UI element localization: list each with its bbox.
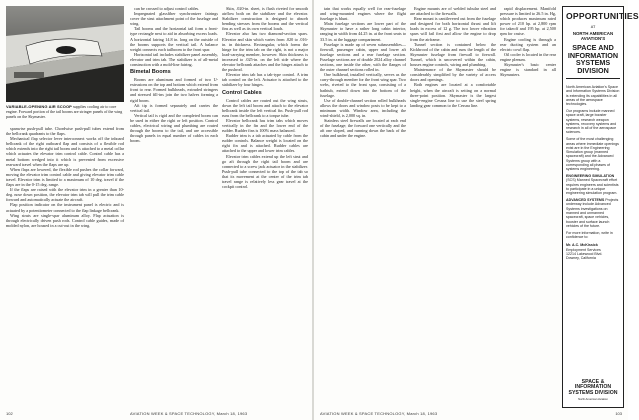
ad-divider	[566, 78, 620, 79]
paragraph: can be crossed to adjust control cables.	[134, 6, 200, 11]
ad-paragraph-advanced	[566, 198, 620, 228]
page-number: 102	[6, 411, 13, 416]
paragraph: Vertical tail is rigid and the completed boom can be used in either the right or left position. Control cables, electrical wiring and plumbing are routed through the booms to the tail, and are accessible through panels in equal number of cables in each boom.	[130, 112, 218, 144]
running-footer: AVIATION WEEK & SPACE TECHNOLOGY, March 18, 1963	[320, 411, 438, 416]
left-column-1	[6, 126, 124, 402]
paragraph: Tail booms and the horizontal tail form a front-type rectangle next to aid in absorbing excess loads. A horizontal fairing 14.8 in. long on the outside of the booms supports the vertical tail. A balance weight connects each tailboom to the front spar.	[130, 26, 218, 52]
paragraph: One bulkhead, installed vertically, serves as the carry-through member for the front wing spar. Two webs, riveted to the front spar, consisting of a bathtub, extend down into the bottom of the fuselage.	[320, 72, 406, 98]
brand-name: SPACE & INFORMATION SYSTEMS DIVISION	[568, 378, 618, 396]
paragraph: Elevator bellcrank has trim tabs which moves vertically in the fin and the lower end of the rudder. Rudder fins is 100% mass balanced.	[222, 117, 308, 134]
paragraph: Stainless steel firewalls are located at each end of the fuselage; the forward one vertically and the aft one sloped, and running down the back of the cabin and under the engine.	[320, 118, 406, 139]
right-column-2	[410, 6, 496, 402]
paragraph: rapid displacement. Manifold pressure is limited to 26.5 in. Hg, which produces maximum rated power of 210 hp. at 2,800 rpm for takeoff and 195 hp. at 2,500 rpm for cruise.	[500, 6, 556, 37]
left-column-2	[130, 6, 218, 402]
caption-text: supplies cooling air to core engine. Forward portion of the tail booms are stringer panels of the wing panels on the Skymaster.	[6, 104, 123, 119]
contact-line: Employment Services	[566, 247, 601, 252]
ad-lead: ENGINEERING SIMULATION	[566, 174, 615, 179]
section-heading: Control Cables	[222, 89, 262, 96]
aircraft-photo	[6, 6, 124, 102]
ad-at-line: AT	[590, 25, 596, 29]
contact-name: Mr. A.C. McKissick	[566, 243, 598, 248]
left-column-3	[222, 6, 308, 402]
paragraph: Wing struts are single-spar aluminum alloy. Flap actuation is through electrically driven push rods. Control cable guides, made of molded nylon, are housed in a cut-out in the wing.	[6, 212, 124, 228]
paragraph: Tunnel section is contained below the Kickbrood of the cabin and runs the length of the Skymaster fuselage from firewall to firewall. Tunnel, which is uncovered within the cabin, houses engine controls, wiring and plumbing.	[410, 41, 496, 68]
ad-brand	[566, 380, 620, 403]
ad-company: NORTH AMERICAN AVIATION'S	[572, 31, 614, 41]
page-number: 103	[615, 411, 622, 416]
section-heading: Bimetal Booms	[130, 69, 171, 76]
ad-text: (SCS) Manned Spacecraft effort requires engineers and scientists to participate in a unique engineering simulation program.	[566, 178, 619, 196]
paragraph: Use of double-channel section rolled bulkheads allows the doors and window posts to be kept to a minimum width. Window area, including the wind-shield, is 2,000 sq. in.	[320, 97, 406, 118]
ad-paragraph: Our programs include manned space craft, large booster systems, research weapon systems, recovery systems and research in all of the aerospace sciences.	[566, 108, 617, 135]
right-page	[314, 0, 639, 420]
photo-caption	[6, 104, 124, 119]
paragraph: Flap position indicator on the instrument panel is electric and is actuated by a potentiometer connected to the flap linkage bellcrank.	[6, 202, 124, 213]
ad-paragraph-simulation	[566, 174, 620, 195]
paragraph: Rear mount is cantilevered out from the fuselage and designed for both horizontal thrust and lift loads in excess of 12 g. The two lower vibration spars will fail first and allow the engine to drop from the airframe.	[410, 16, 496, 42]
ad-division: SPACE AND INFORMATION SYSTEMS DIVISION	[567, 43, 619, 75]
paragraph: Impregnated glassfiber synchronizer fairings cover the strut attachment point of the fuselage and wing.	[130, 11, 218, 27]
aircraft-photo-image	[6, 6, 124, 102]
recruitment-ad	[562, 6, 639, 408]
brand-sub: North American Aviation	[578, 397, 608, 402]
contact-line: Downey, California	[566, 256, 596, 261]
paragraph: Fuselage is made up of seven subassemblies—firewall, passenger cabin, upper and lower aft fuselage sections and a rear fuselage section. Fuselage sections are of double 2024 alloy channel sections, one inside the other, with the flanges of the outer channel sections rolled in.	[320, 41, 406, 73]
paragraph: Elevator trim cables extend up the left strut and go aft through the right tail boom and are connected to a screw jack actuator in the stabilizer. Push-pull tube connected to the top of the tab so that its movement at the center of the trim tab travel range is relatively less gear travel at the cockpit control.	[222, 153, 308, 190]
ad-headline: OPPORTUNITIES	[566, 11, 639, 21]
paragraph: When flaps are lowered, the flexible rod pushes the collar forward, moving the elevator trim control cable and giving elevator trim cable travel. Elevator trim is limited to a maximum of 10 deg. travel if the flaps are in the 0-15 deg. range.	[6, 166, 124, 188]
right-column-3	[500, 6, 556, 402]
left-page	[0, 0, 312, 420]
paragraph: Skin, .020-in. sheet, is flush riveted for smooth airflow both on the stabilizer and the elevator. Stabilizer construction is designed to absorb bending stresses from the booms and the vertical fins as well as its own vertical loads.	[222, 6, 308, 32]
ad-paragraph: For more information, write in confidence to:	[566, 230, 613, 239]
ad-lead: ADVANCED SYSTEMS	[566, 198, 605, 203]
paragraph: Rudder trim is a tab actuated by cable from the rudder controls. Balance weight is located on the right fin and is attached. Rudder cables are attached to the upper and lower trim cables.	[222, 133, 308, 154]
contact-line: 12214 Lakewood Blvd.	[566, 251, 603, 256]
paragraph: tain that works equally well for rear-fuselage and wing-mounted engines where the flight fuselage is blunt.	[320, 6, 406, 22]
paragraph: Control cables are routed out the wing struts, down the left tail boom and attach to the elevator bellcrank inside the left vertical fin. Push-pull rod runs from the bellcrank to a torque tube.	[222, 97, 308, 118]
paragraph: If the flaps are raised with the elevator trim in a greater than 10-deg. nose down position, the elevator trim tab will pull the trim cable forward and automatically actuate the aircraft.	[6, 187, 124, 203]
paragraph: Main fuselage sections are lower part of the Skymaster to have a rather long cabin interior, ranging in width from 44.25 in. at the front seats to 33.5 in. at the luggage compartment.	[320, 21, 406, 42]
paragraph: Elevator also has two diamond-section spars. Elevator and skin which varies from .020 to .016-in. in thickness. Rectangular, which forms the hinge for the trim tab on the right, is not a major load-carrying member, however. Skin thickness is increased to .025-in. on the left side where the elevator bellcrank attaches and the hinges attach to the pushrod.	[222, 31, 308, 73]
paragraph: Maintenance of the Skymaster should be considerably simplified by the variety of access doors and openings.	[410, 67, 496, 83]
paragraph: Skymaster's basic center engine is standard in all Skymasters.	[500, 62, 556, 78]
paragraph: Horizontal tail includes stabilizer panel assembly, elevator and trim tab. The stabilizer is of all-metal construction with a mold-line fairing.	[130, 51, 218, 68]
ad-paragraph: North American Aviation's Space and Information Systems Division is extending its capabilities in all areas of the aerospace technologies.	[566, 84, 620, 107]
paragraph: Aft tip is formed separately and carries the vertical tail.	[130, 102, 218, 113]
paragraph: spanwise push-pull tube. Chordwise push-pull tubes extend from the bellcrank quadrants to the flaps.	[6, 126, 124, 137]
running-footer: AVIATION WEEK & SPACE TECHNOLOGY, March 18, 1963	[130, 411, 248, 416]
paragraph: Engine cooling is through a rear ducting system and an electric cowl flap.	[500, 36, 556, 52]
paragraph: Booms are aluminum and formed of two U-extrusions on the top and bottom which extend from front to rear. Formed bulkheads, extruded stringers and stressed fill-ins join the two halves forming a rigid boom.	[130, 77, 218, 103]
ad-text: Projects underway include Advanced Systems investigations on manned and unmanned spacecraft, space vehicles, booster and surface launch vehicles of the future.	[566, 198, 619, 228]
paragraph: Both engines are located at a comfortable height, when the aircraft is setting on a normal three-point position. Skymaster is the largest single-engine Cessna line to use the steel spring landing gear common to the Cessna line.	[410, 82, 496, 108]
right-column-1	[320, 6, 406, 402]
caption-lead: VARIABLE-OPENING AIR SCOOP	[6, 104, 72, 109]
ad-paragraph: Some of the most challenging areas where immediate openings exist are in the Engineering Simulation group (manned spacecraft) and the Advanced Systems group with a corresponding all phases of systems engineering.	[566, 137, 619, 172]
paragraph: Mechanical flap selector lever interconnect works off the inboard bellcrank of the right outboard flap and consists of a flexible rod which extends into the right tail boom and is attached to a metal collar which actuates the elevator trim control cable. Control cable has a metal bottom wedged into it which is prevented from excessive rearward travel when the flaps are up.	[6, 136, 124, 167]
paragraph: Oil cooler is located in the rear engine plenum.	[500, 51, 556, 62]
paragraph: Elevator trim tab has a tab-type control. A trim tab control on the left. Actuator is attached to the stabilizer by four hinges.	[222, 72, 308, 88]
paragraph: Engine mounts are of welded tubular steel and are attached to the firewalls.	[410, 6, 496, 17]
ad-body	[566, 85, 620, 239]
ad-contact	[566, 243, 620, 260]
